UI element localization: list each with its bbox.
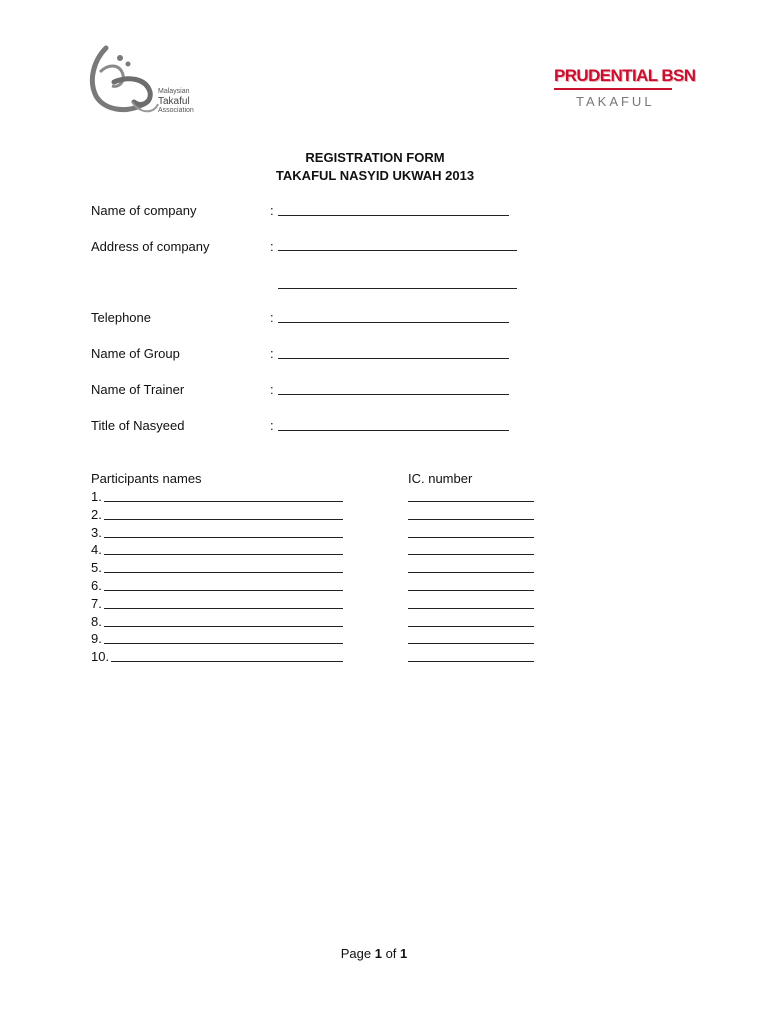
- participant-name-field[interactable]: [111, 647, 343, 662]
- trainer-name-field[interactable]: [278, 380, 509, 395]
- of-word: of: [385, 946, 397, 961]
- participant-ic-field[interactable]: [408, 505, 534, 520]
- participant-number: 7.: [91, 596, 102, 611]
- company-name-label: Name of company: [91, 203, 197, 218]
- trainer-name-label: Name of Trainer: [91, 382, 185, 397]
- participant-number: 6.: [91, 578, 102, 593]
- ic-number-header: IC. number: [408, 471, 473, 486]
- mta-logo-line2: Takaful: [158, 96, 190, 107]
- company-address-label: Address of company: [91, 239, 210, 254]
- participant-name-field[interactable]: [104, 523, 343, 538]
- participant-number: 2.: [91, 507, 102, 522]
- participant-ic-field[interactable]: [408, 647, 534, 662]
- mta-logo-line1: Malaysian: [158, 88, 190, 95]
- telephone-label: Telephone: [91, 310, 151, 325]
- participant-number: 3.: [91, 525, 102, 540]
- participant-name-field[interactable]: [104, 505, 343, 520]
- colon: :: [270, 418, 274, 433]
- participant-number: 5.: [91, 560, 102, 575]
- participant-ic-field[interactable]: [408, 576, 534, 591]
- malaysian-takaful-association-logo: [84, 42, 194, 124]
- participant-ic-field[interactable]: [408, 487, 534, 502]
- participant-name-field[interactable]: [104, 487, 343, 502]
- company-address-field-line2[interactable]: [278, 274, 517, 289]
- prudential-word: PRUDENTIAL: [554, 66, 658, 85]
- participants-names-header: Participants names: [91, 471, 202, 486]
- participant-ic-field[interactable]: [408, 612, 534, 627]
- participant-ic-field[interactable]: [408, 594, 534, 609]
- prudential-bsn-takaful-logo: [554, 66, 696, 116]
- company-address-field[interactable]: [278, 236, 517, 251]
- logo-divider: [554, 88, 672, 90]
- colon: :: [270, 310, 274, 325]
- colon: :: [270, 203, 274, 218]
- participant-name-field[interactable]: [104, 558, 343, 573]
- participant-number: 8.: [91, 614, 102, 629]
- participant-ic-field[interactable]: [408, 540, 534, 555]
- group-name-field[interactable]: [278, 344, 509, 359]
- participant-name-field[interactable]: [104, 612, 343, 627]
- participant-name-field[interactable]: [104, 629, 343, 644]
- page-footer: [0, 946, 748, 961]
- participant-ic-field[interactable]: [408, 558, 534, 573]
- group-name-label: Name of Group: [91, 346, 180, 361]
- mta-logo-line3: Association: [158, 107, 194, 114]
- colon: :: [270, 346, 274, 361]
- mta-logo-text: [158, 88, 194, 115]
- page-total: 1: [400, 946, 408, 961]
- calligraphy-logo-icon: [84, 42, 164, 124]
- form-subtitle: TAKAFUL NASYID UKWAH 2013: [275, 168, 475, 183]
- takaful-word: TAKAFUL: [576, 94, 655, 109]
- colon: :: [270, 239, 274, 254]
- colon: :: [270, 382, 274, 397]
- nasyeed-title-field[interactable]: [278, 416, 509, 431]
- telephone-field[interactable]: [278, 308, 509, 323]
- prudential-bsn-wordmark: [554, 66, 695, 86]
- participant-name-field[interactable]: [104, 576, 343, 591]
- bsn-word: BSN: [661, 66, 696, 85]
- form-title: REGISTRATION FORM: [305, 150, 445, 165]
- participant-number: 1.: [91, 489, 102, 504]
- company-name-field[interactable]: [278, 201, 509, 216]
- participant-number: 9.: [91, 631, 102, 646]
- page-word: Page: [340, 946, 372, 961]
- page-number: 1: [374, 946, 382, 961]
- participant-name-field[interactable]: [104, 540, 343, 555]
- nasyeed-title-label: Title of Nasyeed: [91, 418, 185, 433]
- participant-ic-field[interactable]: [408, 629, 534, 644]
- participant-number: 10.: [91, 649, 110, 664]
- participant-number: 4.: [91, 542, 102, 557]
- participant-ic-field[interactable]: [408, 523, 534, 538]
- participant-name-field[interactable]: [104, 594, 343, 609]
